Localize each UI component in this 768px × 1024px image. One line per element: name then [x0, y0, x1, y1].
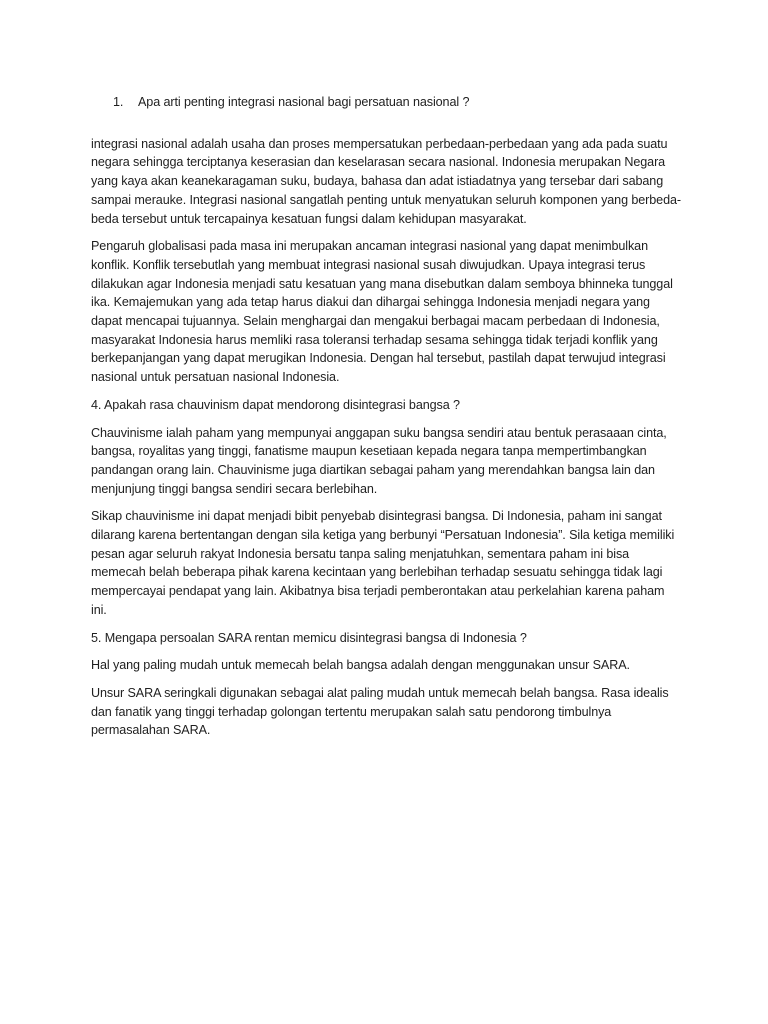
question-4-heading: 4. Apakah rasa chauvinism dapat mendorong disintegrasi bangsa ?: [91, 397, 460, 412]
document-body: [91, 93, 681, 749]
question-1-heading: [91, 93, 681, 112]
question-1-number: 1.: [113, 95, 124, 109]
answer-5-paragraph-1: Hal yang paling mudah untuk memecah belah bangsa adalah dengan menggunakan unsur SARA.: [91, 658, 630, 673]
answer-1-paragraph-1: integrasi nasional adalah usaha dan proses mempersatukan perbedaan-perbedaan yang ada pada suatu negara sehingga terciptanya keserasian dan keselarasan secara nasional. Indonesia merupakan Negara yang kaya akan keanekaragaman suku, budaya, bahasa dan adat istiadatnya yang tersebar dari sabang sampai merauke. Integrasi nasional sangatlah penting untuk menyatukan seluruh komponen yang berbeda-beda tersebut untuk tercapainya kesatuan fungsi dalam kehidupan masyarakat.: [91, 136, 681, 226]
question-5-heading: 5. Mengapa persoalan SARA rentan memicu disintegrasi bangsa di Indonesia ?: [91, 630, 527, 645]
answer-5-paragraph-2: Unsur SARA seringkali digunakan sebagai alat paling mudah untuk memecah belah bangsa. Rasa idealis dan fanatik yang tinggi terhadap golongan tertentu merupakan salah satu pendorong timbulnya permasalahan SARA.: [91, 685, 669, 738]
answer-1-paragraph-2: Pengaruh globalisasi pada masa ini merupakan ancaman integrasi nasional yang dapat menimbulkan konflik. Konflik tersebutlah yang membuat integrasi nasional susah diwujudkan. Upaya integrasi terus dilakukan agar Indonesia menjadi satu kesatuan yang mana disebutkan dalam semboya bhinneka tunggal ika. Kemajemukan yang ada tetap harus diakui dan dihargai sehingga Indonesia menjadi negara yang dapat mencapai tujuannya. Selain menghargai dan mengakui berbagai macam perbedaan di Indonesia, masyarakat Indonesia harus memliki rasa toleransi terhadap sesama sehingga tidak terjadi konflik yang berkepanjangan yang dapat merugikan Indonesia. Dengan hal tersebut, pastilah dapat terwujud integrasi nasional untuk persatuan nasional Indonesia.: [91, 239, 673, 385]
question-1-text: Apa arti penting integrasi nasional bagi persatuan nasional ?: [138, 95, 470, 109]
answer-4-paragraph-1: Chauvinisme ialah paham yang mempunyai anggapan suku bangsa sendiri atau bentuk perasaaan cinta, bangsa, royalitas yang tinggi, fanatisme maupun kesetiaan kepada negara tanpa mempertimbangkan pandangan orang lain. Chauvinisme juga diartikan sebagai paham yang merendahkan bangsa lain dan menjunjung tinggi bangsa sendiri secara berlebihan.: [91, 425, 667, 496]
answer-4-paragraph-2: Sikap chauvinisme ini dapat menjadi bibit penyebab disintegrasi bangsa. Di Indonesia, paham ini sangat dilarang karena bertentangan dengan sila ketiga yang berbunyi “Persatuan Indonesia”. Sila ketiga memiliki pesan agar seluruh rakyat Indonesia bersatu tanpa saling menjatuhkan, sementara paham ini bisa memecah belah beberapa pihak karena kecintaan yang berlebihan terhadap sesuatu sehingga tidak lagi mempercayai pendapat yang lain. Akibatnya bisa terjadi pemberontakan atau perkelahian karena paham ini.: [91, 509, 675, 617]
